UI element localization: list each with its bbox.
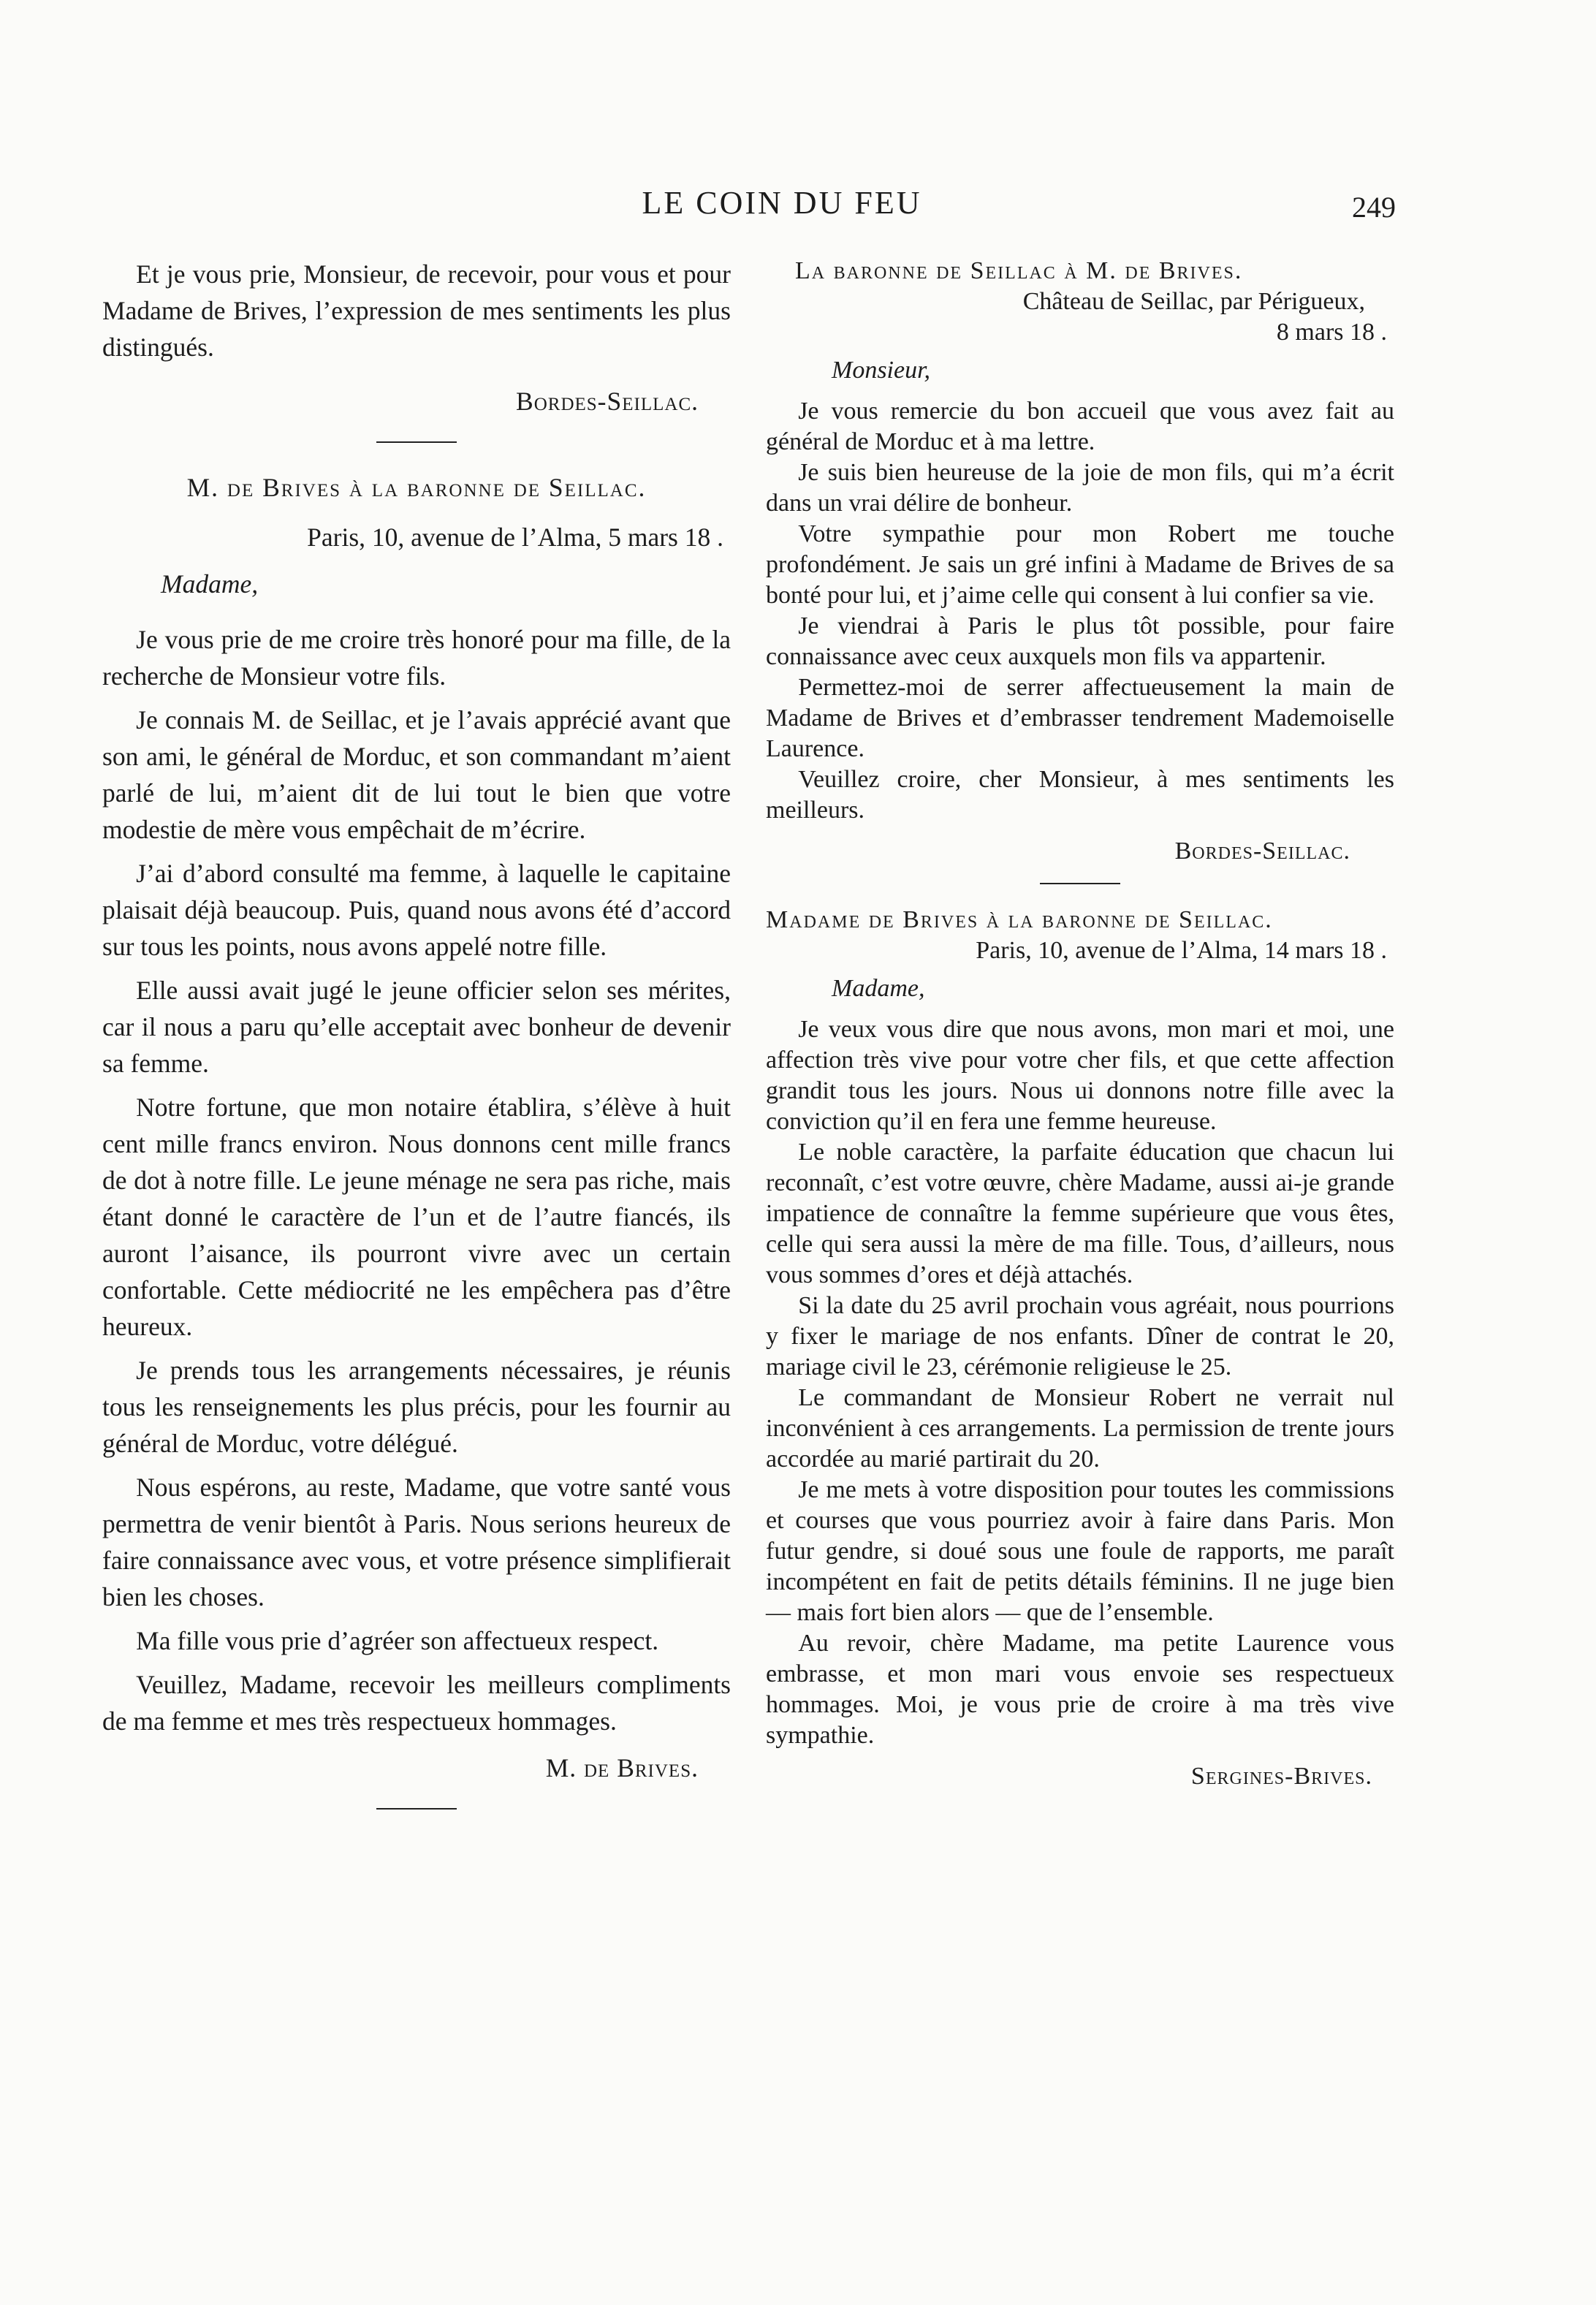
letter-heading: M. de Brives à la baronne de Seillac. [186, 473, 647, 502]
salutation: Madame, [161, 569, 259, 599]
place-date: Paris, 10, avenue de l’Alma, 14 mars 18 . [976, 937, 1387, 964]
paragraph: Je vous prie de me croire très honoré pour ma fille, de la recherche de Monsieur votre fils. [102, 625, 731, 691]
paragraph: Veuillez croire, cher Monsieur, à mes sentiments les meilleurs. [766, 766, 1394, 824]
paragraph: Je viendrai à Paris le plus tôt possible, pour faire connaissance avec ceux auxquels mon fils va appartenir. [766, 612, 1394, 670]
paragraph: Je suis bien heureuse de la joie de mon fils, qui m’a écrit dans un vrai délire de bonheur. [766, 459, 1394, 517]
paragraph: Je me mets à votre disposition pour toutes les commissions et courses que vous pourriez avoir à faire dans Paris. Mon futur gendre, si doué sous une foule de rapports, me paraît incompétent en fait de petits détails féminins. Il ne juge bien — mais fort bien alors — que de l’ensemble. [766, 1476, 1394, 1626]
signature: Bordes-Seillac. [516, 387, 699, 416]
paragraph: Je veux vous dire que nous avons, mon mari et moi, une affection très vive pour votre cher fils, et que cette affection grandit tous les jours. Nous ui donnons notre fille avec la conviction qu’il en fera une femme heureuse. [766, 1016, 1394, 1135]
date: 8 mars 18 . [1276, 319, 1387, 346]
paragraph: Notre fortune, que mon notaire établira, s’élève à huit cent mille francs environ. Nous donnons cent mille francs de dot à notre fille. Le jeune ménage ne sera pas riche, mais étant donné le caractère de l’un et de l’autre fiancés, ils auront l’aisance, ils pourront vivre avec un certain confortable. Cette médiocrité ne les empêchera pas d’être heureux. [102, 1093, 731, 1341]
letter-heading: La baronne de Seillac à M. de Brives. [795, 257, 1243, 284]
paragraph: Ma fille vous prie d’agréer son affectueux respect. [136, 1626, 659, 1655]
section-divider [376, 441, 457, 443]
paragraph: J’ai d’abord consulté ma femme, à laquelle le capitaine plaisait déjà beaucoup. Puis, quand nous avons été d’accord sur tous les points, nous avons appelé notre fille. [102, 859, 731, 961]
place-date: Paris, 10, avenue de l’Alma, 5 mars 18 . [307, 523, 723, 552]
left-column [102, 256, 731, 1836]
paragraph: Nous espérons, au reste, Madame, que votre santé vous permettra de venir bientôt à Paris. Nous serions heureux de faire connaissance avec vous, et votre présence simplifierait bien les choses. [102, 1473, 731, 1611]
section-divider [1040, 883, 1120, 884]
running-title: LE COIN DU FEU [642, 185, 922, 221]
paragraph: Votre sympathie pour mon Robert me touche profondément. Je sais un gré infini à Madame de Brives de sa bonté pour lui, et j’aime celle qui consent à lui confier sa vie. [766, 520, 1394, 609]
paragraph: Veuillez, Madame, recevoir les meilleurs compliments de ma femme et mes très respectueux hommages. [102, 1670, 731, 1736]
signature: Sergines-Brives. [1190, 1763, 1372, 1790]
paragraph: Le commandant de Monsieur Robert ne verrait nul inconvénient à ces arrangements. La permission de trente jours accordée au marié partirait du 20. [766, 1384, 1394, 1473]
letter-heading: Madame de Brives à la baronne de Seillac. [766, 906, 1273, 933]
paragraph: Si la date du 25 avril prochain vous agréait, nous pourrions y fixer le mariage de nos enfants. Dîner de contrat le 20, mariage civil le 23, cérémonie religieuse le 25. [766, 1292, 1394, 1381]
salutation: Monsieur, [832, 357, 931, 384]
paragraph: Elle aussi avait jugé le jeune officier selon ses mérites, car il nous a paru qu’elle acceptait avec bonheur de devenir sa femme. [102, 976, 731, 1078]
closing-paragraph: Et je vous prie, Monsieur, de recevoir, pour vous et pour Madame de Brives, l’expression de mes sentiments les plus distingués. [102, 259, 731, 362]
place: Château de Seillac, par Périgueux, [1022, 288, 1365, 315]
paragraph: Au revoir, chère Madame, ma petite Laurence vous embrasse, et mon mari vous envoie ses respectueux hommages. Moi, je vous prie de croire à ma très vive sympathie. [766, 1630, 1394, 1749]
paragraph: Le noble caractère, la parfaite éducation que chacun lui reconnaît, c’est votre œuvre, chère Madame, aussi ai-je grande impatience de connaître la femme supérieure que vous êtes, celle qui sera aussi la mère de ma fille. Tous, d’ailleurs, nous vous sommes d’ores et déjà attachés. [766, 1139, 1394, 1288]
section-divider [376, 1808, 457, 1810]
page-number: 249 [1352, 191, 1396, 224]
salutation: Madame, [832, 975, 925, 1002]
paragraph: Permettez-moi de serrer affectueusement la main de Madame de Brives et d’embrasser tendrement Mademoiselle Laurence. [766, 674, 1394, 762]
paragraph: Je connais M. de Seillac, et je l’avais apprécié avant que son ami, le général de Morduc, et son commandant m’aient parlé de lui, m’aient dit de lui tout le bien que votre modestie de mère vous empêchait de m’écrire. [102, 705, 731, 844]
right-column [766, 256, 1394, 1792]
paragraph: Je prends tous les arrangements nécessaires, je réunis tous les renseignements les plus précis, pour les fournir au général de Morduc, votre délégué. [102, 1356, 731, 1458]
signature: M. de Brives. [545, 1753, 699, 1782]
paragraph: Je vous remercie du bon accueil que vous avez fait au général de Morduc et à ma lettre. [766, 398, 1394, 455]
signature: Bordes-Seillac. [1174, 838, 1350, 865]
